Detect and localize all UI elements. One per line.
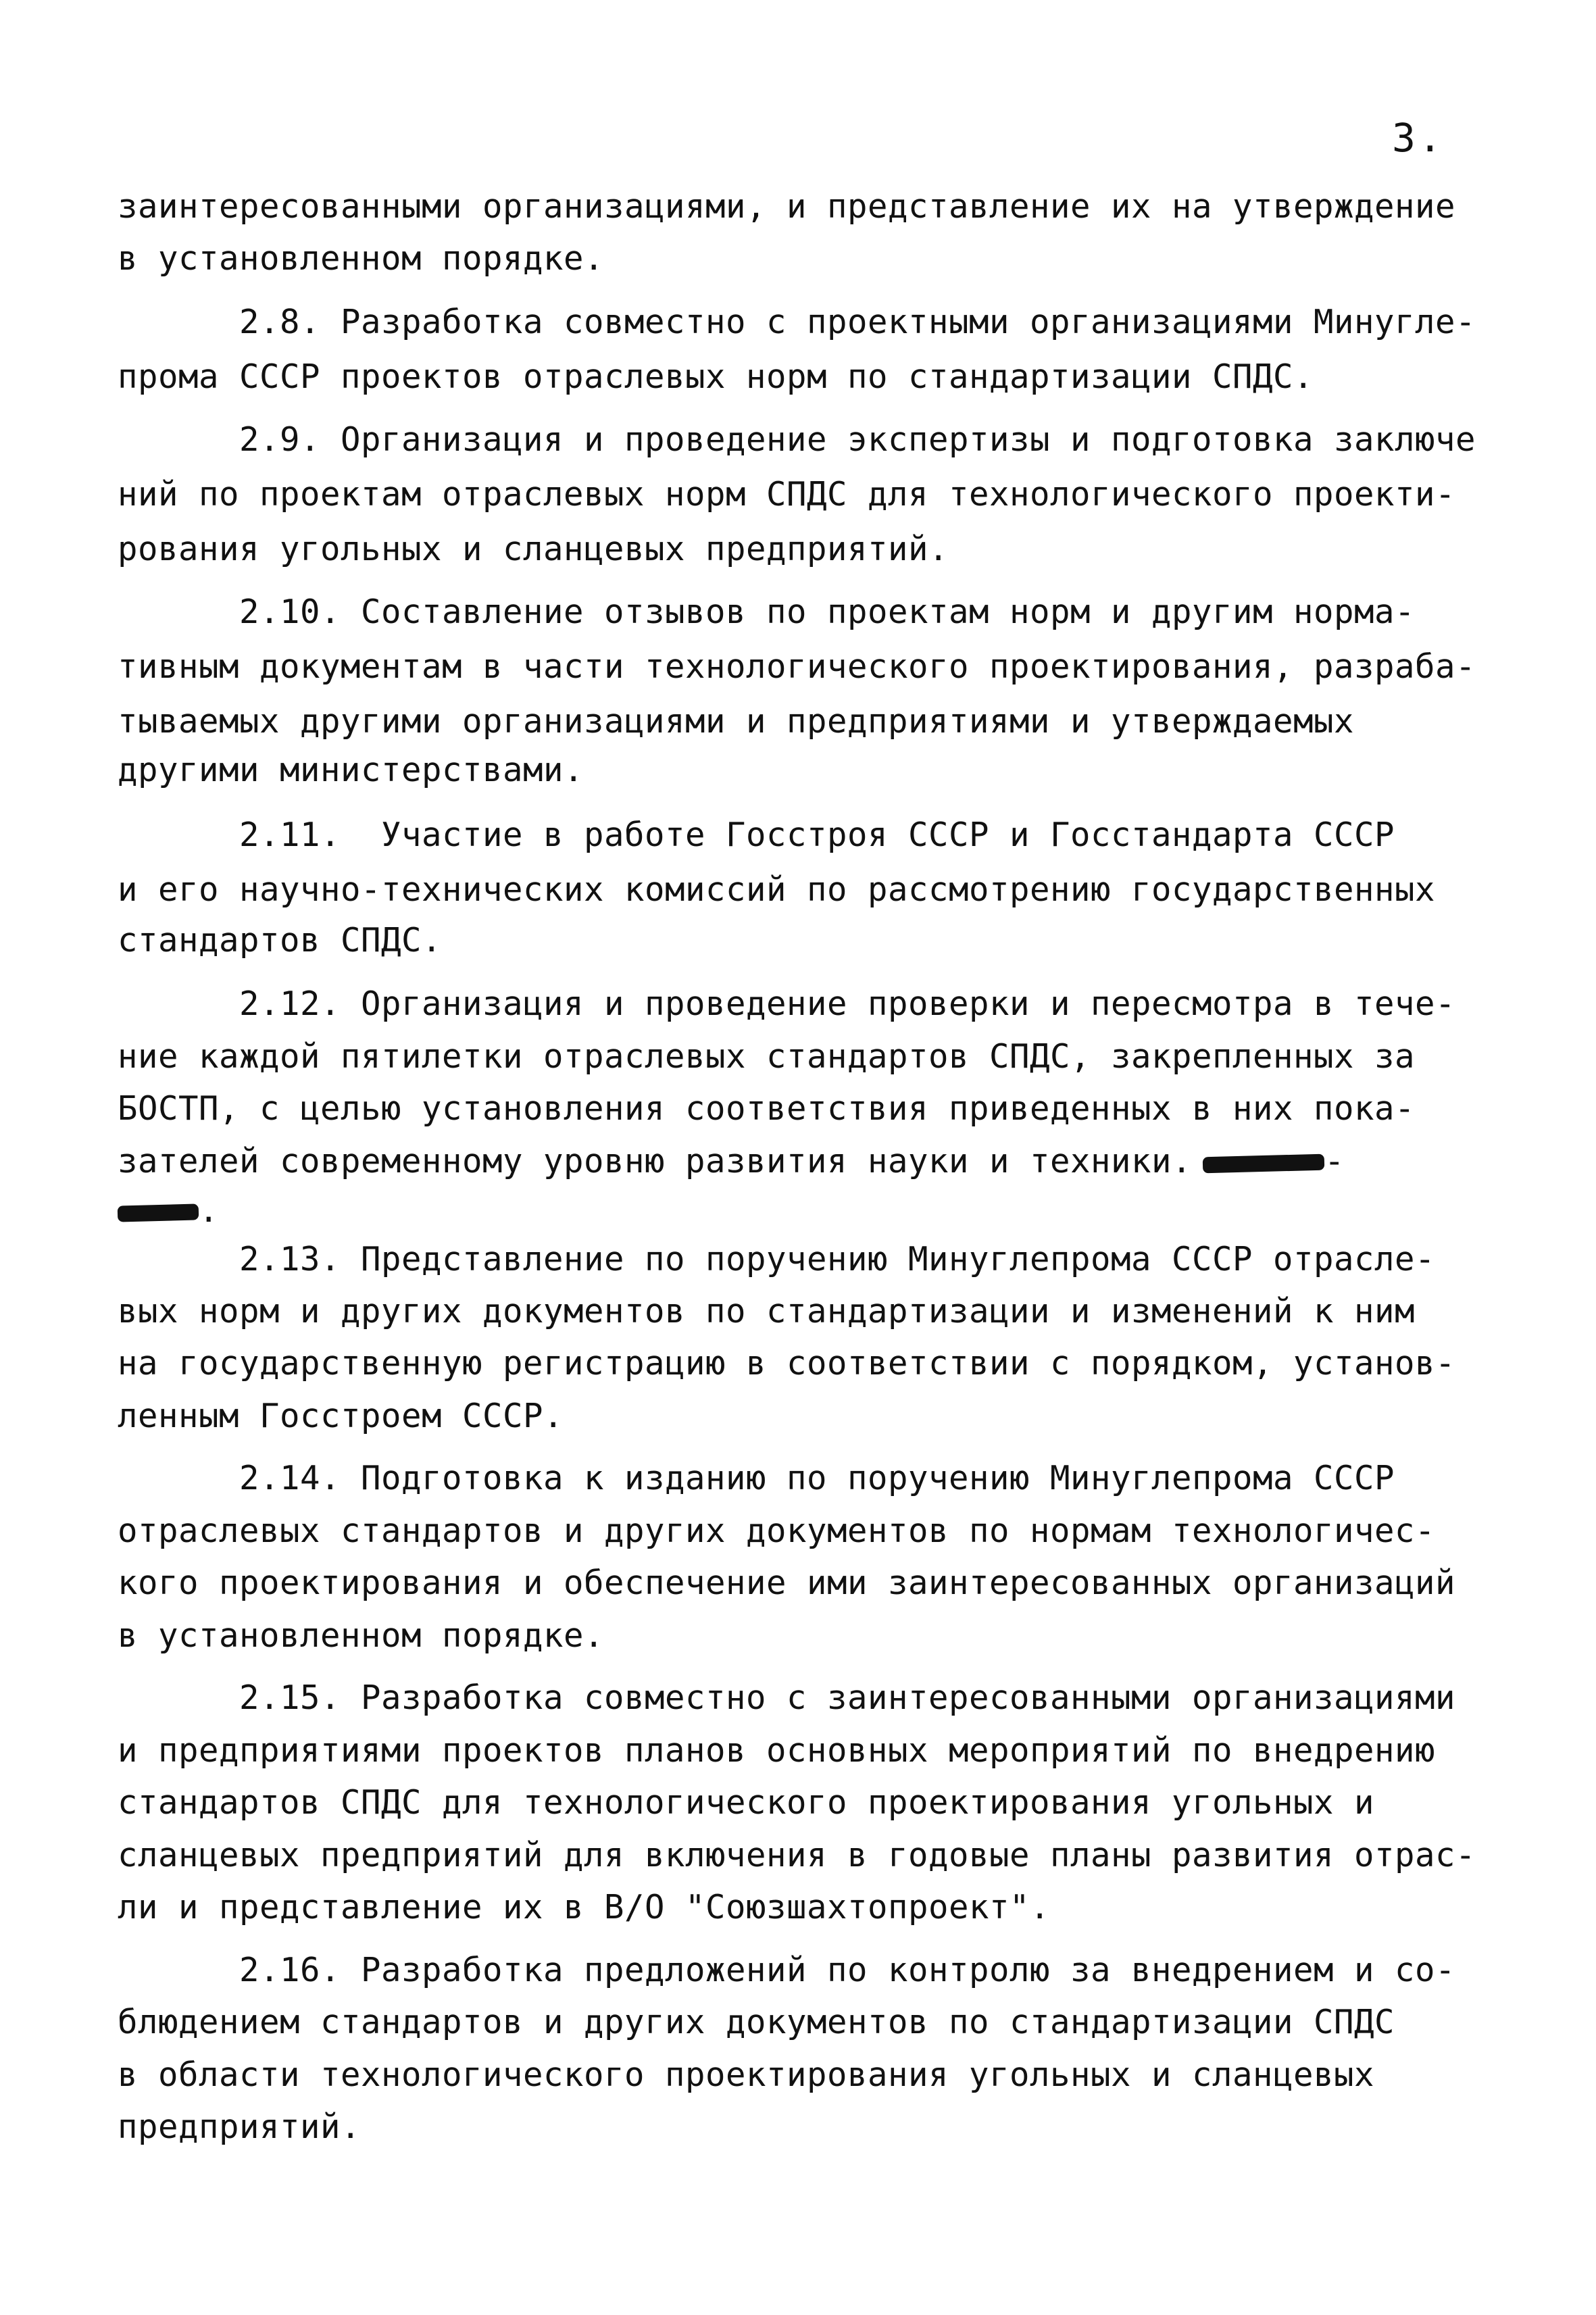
paragraph-2-8-line: 2.8. Разработка совместно с проектными организациями Минугле- xyxy=(239,303,1476,341)
text-line: тываемых другими организациями и предприятиями и утверждаемых xyxy=(118,702,1355,741)
text-line: ли и представление их в В/О "Союзшахтопроект". xyxy=(118,1888,1051,1926)
redaction-mark xyxy=(118,1203,199,1222)
text-fragment: . xyxy=(199,1191,220,1230)
paragraph-2-9-line: 2.9. Организация и проведение экспертизы и подготовка заключе xyxy=(239,420,1476,459)
text-line: ние каждой пятилетки отраслевых стандартов СПДС, закрепленных за xyxy=(118,1037,1416,1076)
text-line: блюдением стандартов и других документов по стандартизации СПДС xyxy=(118,2003,1395,2041)
text-line: в установленном порядке. xyxy=(118,239,605,278)
paragraph-2-12-line: 2.12. Организация и проведение проверки и пересмотра в тече- xyxy=(239,985,1456,1023)
text-line: другими министерствами. xyxy=(118,751,584,789)
paragraph-2-10-line: 2.10. Составление отзывов по проектам норм и другим норма- xyxy=(239,593,1416,631)
text-line: и предприятиями проектов планов основных мероприятий по внедрению xyxy=(118,1731,1436,1770)
text-line-with-redaction xyxy=(118,1141,1345,1182)
paragraph-2-14-line: 2.14. Подготовка к изданию по поручению Минуглепрома СССР xyxy=(239,1459,1395,1497)
text-fragment: зателей современному уровню развития науки и техники. xyxy=(118,1142,1193,1180)
paragraph-2-11-line: 2.11. Участие в работе Госстроя СССР и Госстандарта СССР xyxy=(239,816,1395,854)
paragraph-2-13-line: 2.13. Представление по поручению Минуглепрома СССР отрасле- xyxy=(239,1240,1436,1278)
text-line: БОСТП, с целью установления соответствия приведенных в них пока- xyxy=(118,1089,1416,1128)
text-line: ний по проектам отраслевых норм СПДС для технологического проекти- xyxy=(118,475,1456,514)
text-line: стандартов СПДС. xyxy=(118,921,443,960)
text-line: отраслевых стандартов и других документов по нормам технологичес- xyxy=(118,1512,1436,1550)
text-line: вых норм и других документов по стандартизации и изменений к ним xyxy=(118,1292,1416,1330)
text-line: заинтересованными организациями, и представление их на утверждение xyxy=(118,187,1456,226)
paragraph-2-16-line: 2.16. Разработка предложений по контролю за внедрением и со- xyxy=(239,1951,1456,1989)
text-line: рования угольных и сланцевых предприятий. xyxy=(118,530,949,568)
text-line: тивным документам в части технологического проектирования, разраба- xyxy=(118,647,1476,686)
text-line: сланцевых предприятий для включения в годовые планы развития отрас- xyxy=(118,1836,1476,1874)
text-line: ленным Госстроем СССР. xyxy=(118,1397,564,1435)
text-line: в области технологического проектирования угольных и сланцевых xyxy=(118,2056,1375,2094)
text-line: прома СССР проектов отраслевых норм по стандартизации СПДС. xyxy=(118,357,1314,396)
paragraph-2-15-line: 2.15. Разработка совместно с заинтересованными организациями xyxy=(239,1678,1456,1717)
redaction-mark xyxy=(1203,1153,1325,1173)
text-fragment: - xyxy=(1324,1142,1345,1180)
text-line: и его научно-технических комиссий по рассмотрению государственных xyxy=(118,870,1436,909)
text-line: кого проектирования и обеспечение ими заинтересованных организаций xyxy=(118,1564,1456,1602)
text-line: предприятий. xyxy=(118,2108,361,2146)
text-line-with-redaction xyxy=(118,1191,219,1231)
text-line: на государственную регистрацию в соответствии с порядком, установ- xyxy=(118,1344,1456,1383)
page-number: 3. xyxy=(1392,115,1445,161)
text-line: в установленном порядке. xyxy=(118,1616,605,1655)
text-line: стандартов СПДС для технологического проектирования угольных и xyxy=(118,1783,1375,1822)
